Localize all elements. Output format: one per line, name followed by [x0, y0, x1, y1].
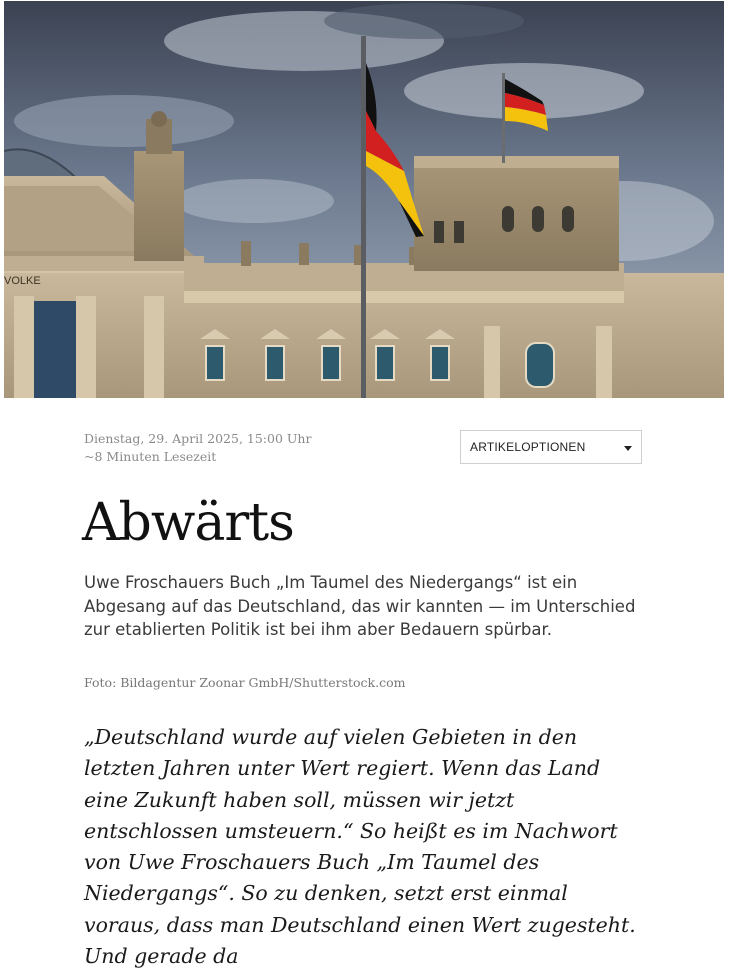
article-options-label: ARTIKELOPTIONEN — [470, 440, 586, 454]
article-title: Abwärts — [82, 493, 294, 553]
article-body: „Deutschland wurde auf vielen Gebieten in den letzten Jahren unter Wert regiert. Wenn das Land eine Zukunft haben soll, müssen wir jetzt entschlossen umsteuern.“ So heißt es im Nachwort von Uwe Froschauers Buch „Im Taumel des Niedergangs“. So zu denken, setzt erst einmal voraus, dass man Deutschland einen Wert zugesteht. Und gerade da — [84, 725, 636, 969]
article-options-dropdown[interactable] — [460, 430, 642, 464]
hero-image — [4, 1, 724, 398]
article-lead: Uwe Froschauers Buch „Im Taumel des Niedergangs“ ist ein Abgesang auf das Deutschland, das wir kannten — im Unterschied zur etablierten Politik ist bei ihm aber Bedauern spürbar. — [84, 573, 636, 639]
reading-time: ~8 Minuten Lesezeit — [84, 449, 217, 464]
photo-credit: Foto: Bildagentur Zoonar GmbH/Shutterstock.com — [84, 675, 406, 690]
publish-date: Dienstag, 29. April 2025, 15:00 Uhr — [84, 431, 312, 446]
inscription-text: VOLKE — [4, 275, 41, 287]
reichstag-illustration — [4, 1, 724, 398]
caret-down-icon — [624, 446, 632, 451]
article-meta — [84, 430, 311, 466]
